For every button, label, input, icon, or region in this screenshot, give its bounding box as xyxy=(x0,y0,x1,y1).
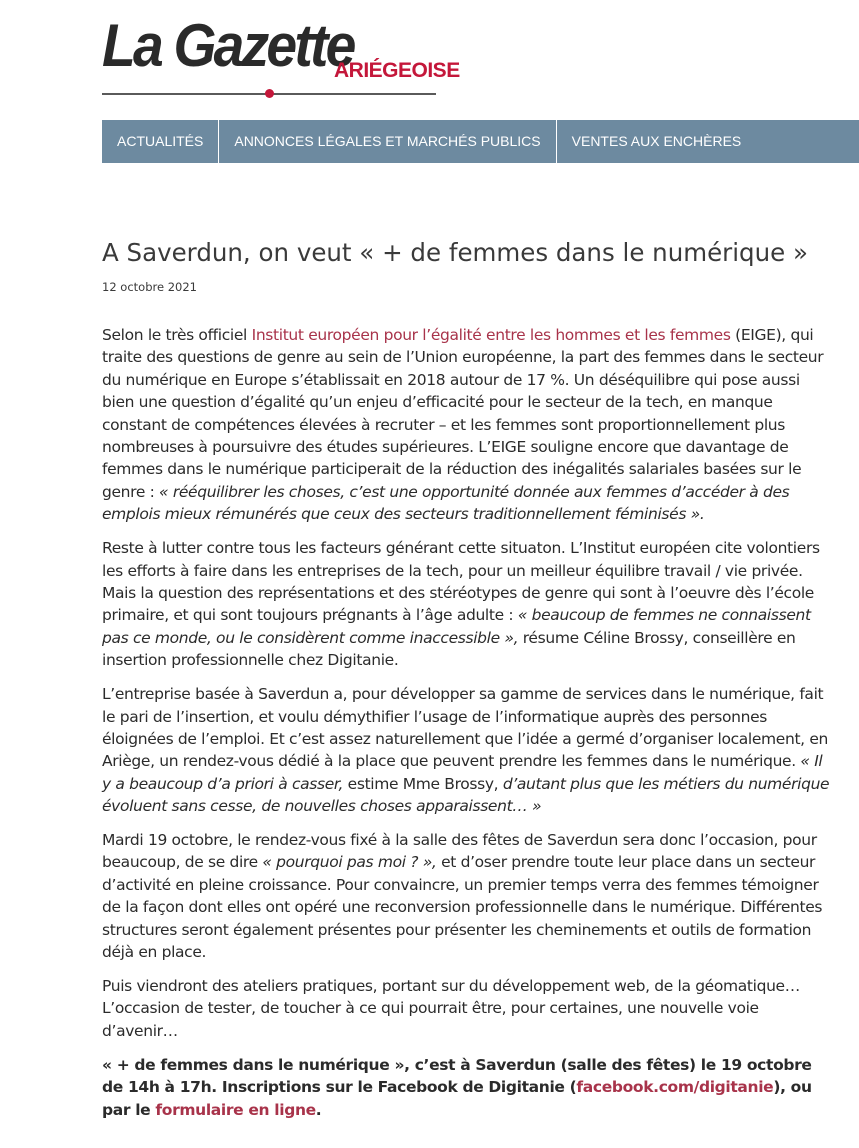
paragraph-6 xyxy=(102,1054,830,1121)
paragraph-5: Puis viendront des ateliers pratiques, portant sur du développement web, de la géomatique… L’occasion de tester, de toucher à ce qui pourrait être, pour certaines, une nouvelle voie d’avenir… xyxy=(102,976,800,1040)
text: L’entreprise basée à Saverdun a, pour développer sa gamme de services dans le numérique, fait le pari de l’insertion, et voulu démythifier l’usage de l’informatique auprès des personnes éloignées de l’emploi. Et c’est assez naturellement que l’idée a germé d’organiser localement, en Ariège, un rendez-vous dédié à la place que peuvent prendre les femmes dans le numérique. xyxy=(102,685,828,771)
logo-title: La Gazette xyxy=(102,12,354,79)
text: estime Mme Brossy, xyxy=(343,774,503,793)
text: Mardi 19 octobre, le rendez-vous fixé à la salle des fêtes de Saverdun sera donc l’occasion, pour beaucoup, de se dire xyxy=(102,831,817,872)
article-date: 12 octobre 2021 xyxy=(102,280,197,294)
paragraph-1 xyxy=(102,324,830,526)
online-form-link[interactable]: formulaire en ligne xyxy=(155,1100,316,1119)
text: ), ou par le xyxy=(102,1078,812,1119)
text: résume Céline Brossy, conseillère en insertion professionnelle chez Digitanie. xyxy=(102,628,796,670)
article-title: A Saverdun, on veut « + de femmes dans le numérique » xyxy=(102,238,808,267)
logo-dot xyxy=(265,89,274,98)
paragraph-2 xyxy=(102,537,830,671)
nav-item-actualites[interactable]: ACTUALITÉS xyxy=(102,120,219,163)
main-nav xyxy=(102,120,859,163)
eige-link[interactable]: Institut européen pour l’égalité entre les hommes et les femmes xyxy=(251,326,731,344)
quote: « Il y a beaucoup d’a priori à casser, xyxy=(102,752,823,793)
site-logo[interactable] xyxy=(102,12,460,100)
paragraph-4 xyxy=(102,829,830,963)
article-body xyxy=(102,324,830,1132)
quote: « rééquilibrer les choses, c’est une opportunité donnée aux femmes d’accéder à des emplois mieux rémunérés que ceux des secteurs traditionnellement féminisés ». xyxy=(102,482,790,524)
nav-item-annonces-legales[interactable]: ANNONCES LÉGALES ET MARCHÉS PUBLICS xyxy=(219,120,556,163)
quote: « pourquoi pas moi ? », xyxy=(262,853,437,872)
paragraph-3 xyxy=(102,683,830,817)
text: Selon le très officiel xyxy=(102,326,252,344)
text: (EIGE), qui traite des questions de genre au sein de l’Union européenne, la part des femmes dans le secteur du numérique en Europe s’établissait en 2018 autour de 17 %. Un déséquilibre qui pose aussi bien une question d’égalité qu’un enjeu d’efficacité pour le secteur de la tech, en manque constant de compétences élevées à recruter – et les femmes sont proportionnellement plus nombreuses à poursuivre des études supérieures. L’EIGE souligne encore que davantage de femmes dans le numérique participerait de la réduction des inégalités salariales basées sur le genre : xyxy=(102,326,824,501)
quote: « beaucoup de femmes ne connaissent pas ce monde, ou le considèrent comme inaccessible », xyxy=(102,606,811,647)
quote: d’autant plus que les métiers du numérique évoluent sans cesse, de nouvelles choses apparaissent… » xyxy=(102,774,830,816)
text: et d’oser prendre toute leur place dans un secteur d’activité en pleine croissance. Pour convaincre, un premier temps verra des femmes témoigner de la façon dont elles ont opéré une reconversion professionnelle dans le numérique. Différentes structures seront également présentes pour présenter les cheminements et outils de formation déjà en place. xyxy=(102,853,823,962)
text: « + de femmes dans le numérique », c’est à Saverdun (salle des fêtes) le 19 octobre de 14h à 17h. Inscriptions sur le Facebook de Digitanie ( xyxy=(102,1055,812,1097)
text: Reste à lutter contre tous les facteurs générant cette situaton. L’Institut européen cite volontiers les efforts à faire dans les entreprises de la tech, pour un meilleur équilibre travail / vie privée. Mais la question des représentations et des stéréotypes de genre qui sont à l’oeuvre dès l’école primaire, et qui sont toujours prégnants à l’âge adulte : xyxy=(102,539,820,625)
event-info xyxy=(102,1056,812,1119)
text: . xyxy=(315,1100,322,1119)
logo-subtitle: ARIÉGEOISE xyxy=(334,59,460,82)
facebook-link[interactable]: facebook.com/digitanie xyxy=(576,1078,774,1097)
nav-item-ventes-encheres[interactable]: VENTES AUX ENCHÈRES xyxy=(571,133,742,149)
